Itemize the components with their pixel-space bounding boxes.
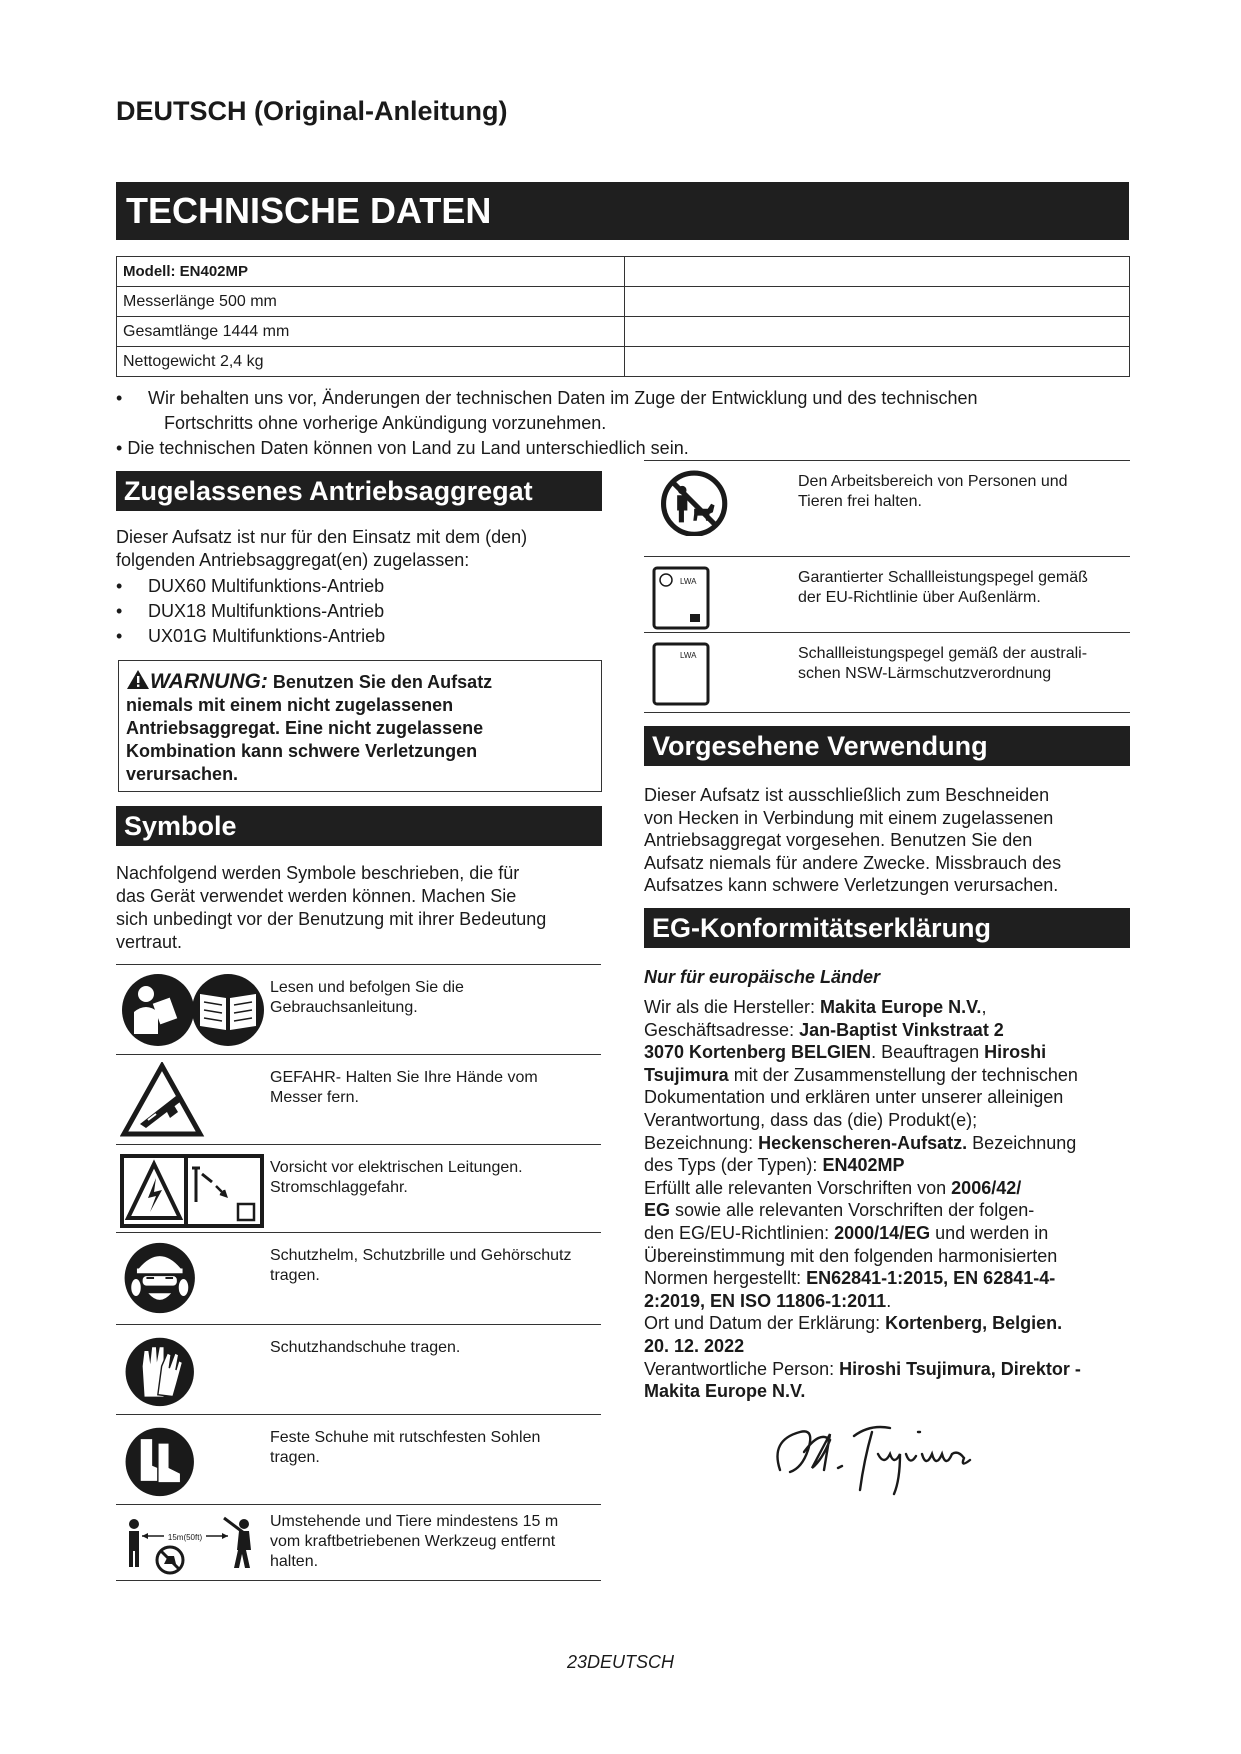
blade-danger-icon — [120, 1062, 266, 1138]
symbol-row-electric-lines — [116, 1144, 601, 1233]
spec-cell-overall-length: Gesamtlänge 1444 mm — [117, 317, 625, 347]
ec-declaration-title: EG-Konformitätserklärung — [644, 908, 1130, 948]
spec-note-1: • Wir behalten uns vor, Änderungen der technischen Daten im Zuge der Entwicklung und des technischen Fortschritts ohne vorherige Ankündigung vorzunehmen. — [116, 388, 978, 433]
spec-value — [625, 257, 1130, 287]
intended-use-title: Vorgesehene Verwendung — [644, 726, 1130, 766]
distance-15m-icon — [120, 1510, 266, 1586]
distance-label: 15m(50ft) — [167, 1533, 203, 1542]
spec-note-2: • Die technischen Daten können von Land zu Land unterschiedlich sein. — [116, 438, 689, 458]
power-unit-list — [116, 574, 606, 649]
spec-table — [116, 256, 1130, 377]
spec-cell-model: Modell: EN402MP — [117, 257, 625, 287]
sound-power-nsw-icon — [650, 642, 740, 710]
lwa-label: LWA — [680, 651, 697, 660]
table-row — [117, 347, 1130, 377]
boots-icon — [120, 1422, 266, 1498]
symbol-row-sound-power-nsw — [644, 632, 1130, 713]
symbol-description: Vorsicht vor elektrischen Leitungen. Stromschlaggefahr. — [270, 1159, 523, 1196]
approved-power-unit-intro: Dieser Aufsatz ist nur für den Einsatz mit dem (den) folgenden Antriebsaggregat(en) zugelassen: — [116, 527, 528, 570]
symbol-description: Lesen und befolgen Sie die Gebrauchsanleitung. — [270, 979, 464, 1016]
technical-data-title: TECHNISCHE DATEN — [116, 182, 1129, 240]
symbol-row-ppe-head — [116, 1232, 601, 1325]
list-item: • DUX18 Multifunktions-Antrieb — [116, 601, 385, 621]
spec-cell-blade-length: Messerlänge 500 mm — [117, 287, 625, 317]
spec-value — [625, 287, 1130, 317]
symbol-row-boots — [116, 1414, 601, 1505]
spec-cell-net-weight: Nettogewicht 2,4 kg — [117, 347, 625, 377]
symbol-description: Den Arbeitsbereich von Personen und Tieren frei halten. — [798, 473, 1068, 510]
warning-triangle-icon — [126, 669, 150, 690]
symbol-row-blade-danger — [116, 1054, 601, 1145]
electric-lines-icon — [120, 1152, 266, 1228]
table-row — [117, 287, 1130, 317]
symbol-description: Feste Schuhe mit rutschfesten Sohlen tragen. — [270, 1429, 541, 1466]
symbol-row-keep-area-clear — [644, 460, 1130, 557]
table-row — [117, 257, 1130, 287]
symbols-title: Symbole — [116, 806, 602, 846]
ec-subtitle: Nur für europäische Länder — [644, 967, 881, 987]
symbol-description: Umstehende und Tiere mindestens 15 m vom kraftbetriebenen Werkzeug entfernt halten. — [270, 1513, 559, 1570]
sound-power-eu-icon — [650, 566, 740, 634]
symbol-row-distance — [116, 1504, 601, 1581]
lwa-label: LWA — [680, 577, 697, 586]
symbol-row-sound-power-eu — [644, 556, 1130, 633]
no-persons-animals-icon — [650, 468, 740, 536]
read-manual-icon — [120, 972, 266, 1048]
language-heading: DEUTSCH (Original-Anleitung) — [116, 96, 508, 126]
helmet-goggles-earmuffs-icon — [120, 1240, 266, 1316]
gloves-icon — [120, 1332, 266, 1408]
warning-label: WARNUNG: — [150, 670, 268, 693]
symbol-row-read-manual — [116, 964, 601, 1055]
symbol-description: Schallleistungspegel gemäß der australi- schen NSW-Lärmschutzverordnung — [798, 645, 1088, 682]
signature — [760, 1410, 1010, 1500]
symbol-description: GEFAHR- Halten Sie Ihre Hände vom Messer fern. — [270, 1069, 538, 1106]
spec-value — [625, 317, 1130, 347]
ec-declaration-text: Wir als die Hersteller: Makita Europe N.V., Geschäftsadresse: Jan-Baptist Vinkstraat 2 3070 Kortenberg BELGIEN. Beauftragen Hiroshi Tsujimura mit der Zusammenstellung der technischen Dokumentation und erklären unter unserer alleinigen Verantwortung, dass das (die) Produkt(e); Bezeichnung: Heckenscheren-Aufsatz. Bezeichnung des Typs (der Typen): EN402MP Erfüllt alle relevanten Vorschriften von 2006/42/ EG sowie alle relevanten Vorschriften der folgen- den EG/EU-Richtlinien: 2000/14/EG und werden in Übereinstimmung mit den folgenden harmonisierten Normen hergestellt: EN62841-1:2015, EN 62841-4- 2:2019, EN ISO 11806-1:2011. Ort und Datum der Erklärung: Kortenberg, Belgien. 20. 12. 2022 Verantwortliche Person: Hiroshi Tsujimura, Direktor - Makita Europe N.V. — [644, 997, 1081, 1402]
spec-value — [625, 347, 1130, 377]
symbol-description: Garantierter Schallleistungspegel gemäß der EU-Richtlinie über Außenlärm. — [798, 569, 1088, 606]
list-item: • DUX60 Multifunktions-Antrieb — [116, 576, 385, 596]
warning-box: WARNUNG: Benutzen Sie den Aufsatz niemals mit einem nicht zugelassenen Antriebsaggregat. Eine nicht zugelassene Kombination kann schwere Verletzungen verursachen. — [118, 660, 602, 792]
list-item: • UX01G Multifunktions-Antrieb — [116, 626, 386, 646]
symbol-description: Schutzhelm, Schutzbrille und Gehörschutz tragen. — [270, 1247, 572, 1284]
symbol-row-gloves — [116, 1324, 601, 1415]
intended-use-text: Dieser Aufsatz ist ausschließlich zum Beschneiden von Hecken in Verbindung mit einem zugelassenen Antriebsaggregat vorgesehen. Benutzen Sie den Aufsatz niemals für andere Zwecke. Missbrauch des Aufsatzes kann schwere Verletzungen verursachen. — [644, 785, 1062, 895]
symbols-intro: Nachfolgend werden Symbole beschrieben, die für das Gerät verwendet werden können. Machen Sie sich unbedingt vor der Benutzung mit ihrer Bedeutung vertraut. — [116, 863, 547, 952]
page-number: 23DEUTSCH — [566, 1652, 675, 1672]
approved-power-unit-title: Zugelassenes Antriebsaggregat — [116, 471, 602, 511]
symbol-description: Schutzhandschuhe tragen. — [270, 1339, 461, 1356]
table-row — [117, 317, 1130, 347]
